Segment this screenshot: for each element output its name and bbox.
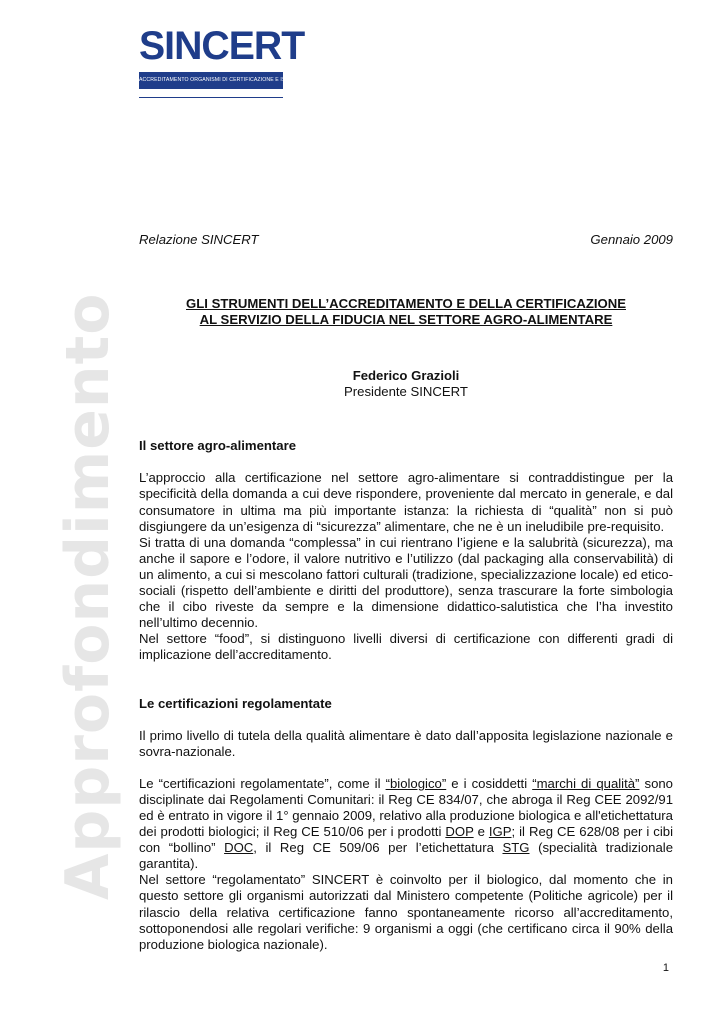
paragraph: Nel settore “food”, si distinguono livelli diversi di certificazione con differenti gradi di implicazione dell’accreditamento. [139,631,673,663]
author-block [139,368,673,400]
document-title [139,296,673,328]
title-line-2: AL SERVIZIO DELLA FIDUCIA NEL SETTORE AGRO-ALIMENTARE [199,312,613,328]
paragraph: L’approccio alla certificazione nel settore agro-alimentare si contraddistingue per la specificità della domanda a cui deve rispondere, proveniente dal mercato in generale, e dal consumatore in ultima ma più importante istanza: la richiesta di “qualità” non si può disgiungere da un’esigenza di “sicurezza” alimentare, che ne è un ineludibile pre-requisito. [139,470,673,534]
author-role: Presidente SINCERT [344,384,468,400]
text-run: , il Reg CE 509/06 per l’etichettatura [253,840,503,856]
text-run: e i cosiddetti [446,775,533,791]
text-run: Le “certificazioni regolamentate”, come il [139,775,386,791]
paragraph [139,776,673,873]
report-date: Gennaio 2009 [590,232,673,247]
report-label: Relazione SINCERT [139,232,259,247]
page-number: 1 [662,962,669,974]
text-run: e [473,824,489,840]
underlined-term: IGP [488,824,512,840]
title-line-1: GLI STRUMENTI DELL’ACCREDITAMENTO E DELLA CERTIFICAZIONE [186,296,626,312]
paragraph: Nel settore “regolamentato” SINCERT è coinvolto per il biologico, dal momento che in questo settore gli organismi autorizzati dal Ministero competente (Politiche agricole) per il rilascio della relativa certificazione fanno spontaneamente ricorso all’accreditamento, sottoponendosi alle regolari verifiche: 9 organismi a oggi (che certificano circa il 90% della produzione biologica nazionale). [139,872,673,952]
paragraph: Il primo livello di tutela della qualità alimentare è dato dall’apposita legislazione nazionale e sovra-nazionale. [139,727,673,759]
sincert-logo [139,24,309,102]
underlined-term: “biologico” [385,775,447,791]
logo-divider [139,97,283,98]
author-name: Federico Grazioli [352,368,460,384]
paragraph: Si tratta di una domanda “complessa” in cui rientrano l’igiene e la salubrità (sicurezza), ma anche il sapore e l’odore, il valore nutritivo e l’utilizzo (dal packaging alla conservabilità) di un alimento, a cui si mescolano fattori culturali (tradizione, specializzazione locale) ed etico-sociali (rispetto dell’ambiente e diritti del produttore), senza trascurare la forte simbologia che il cibo riveste da sempre e la dimensione didattico-salutistica che l’ha investito nell’ultimo decennio. [139,534,673,631]
underlined-term: STG [502,840,530,856]
underlined-term: DOC [224,840,254,856]
logo-wordmark: SINCERT [139,24,305,68]
document-header [139,232,673,248]
side-label: Approfondimento [53,292,123,900]
document-body [139,232,673,953]
section-heading-2: Le certificazioni regolamentate [139,695,332,711]
logo-subtitle: ACCREDITAMENTO ORGANISMI DI CERTIFICAZIONE E ISPEZIONE [139,72,283,89]
text-run: sono disciplinate dai Regolamenti Comunitari: il Reg CE 834/07, che abroga il Reg CEE 2092/91 ed è entrato in vigore il 1° gennaio 2009, relativo alla produzione biologica e all'etichettatura dei prodotti biologici; il Reg CE 510/06 per i prodotti [139,775,673,840]
text-run: (specialità tradizionale garantita). [139,840,674,872]
underlined-term: DOP [445,824,474,840]
section-heading-1: Il settore agro-alimentare [139,438,297,454]
text-run: ; il Reg CE 628/08 per i cibi con “bollino” [139,824,673,856]
underlined-term: “marchi di qualità” [532,775,640,791]
